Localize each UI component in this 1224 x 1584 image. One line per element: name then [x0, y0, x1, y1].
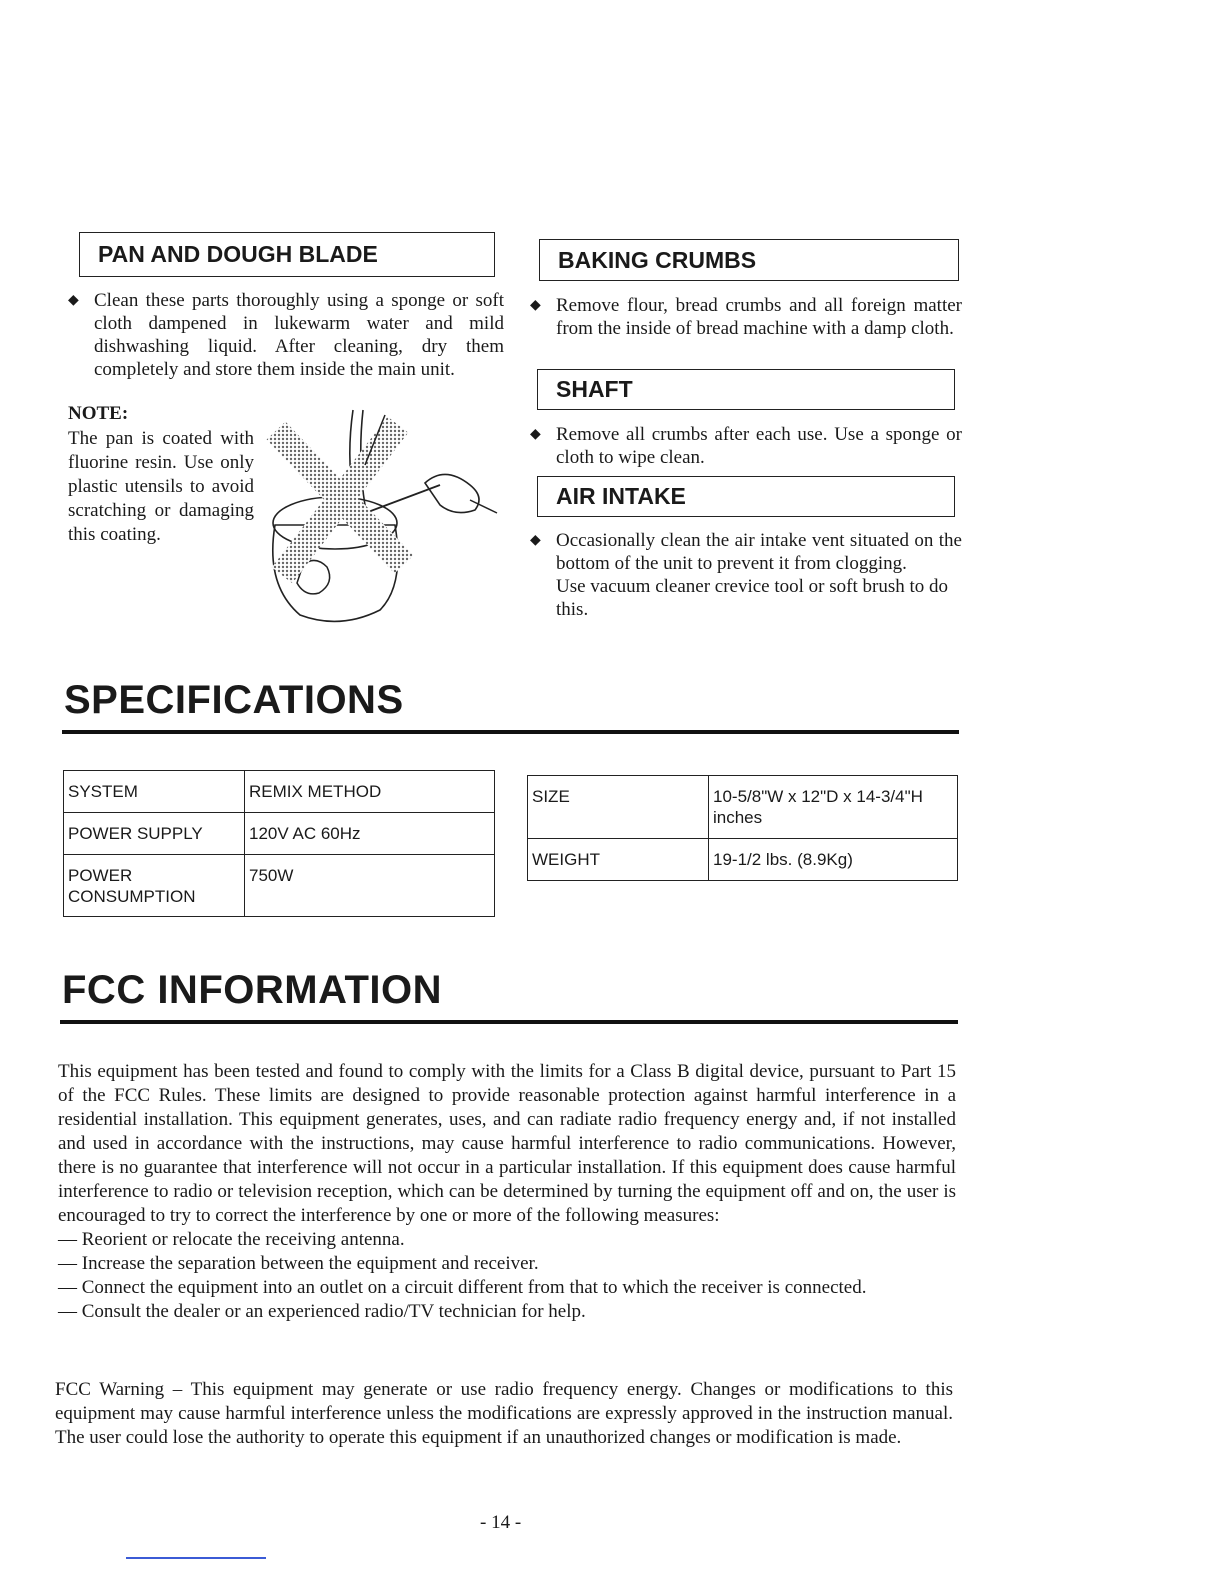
spec-value: REMIX METHOD	[245, 771, 495, 813]
diamond-bullet-icon: ◆	[530, 298, 541, 313]
spec-table-right	[527, 775, 958, 881]
bottom-blue-line	[126, 1557, 266, 1559]
air-intake-title: AIR INTAKE	[556, 483, 686, 509]
pan-dough-blade-title: PAN AND DOUGH BLADE	[98, 241, 378, 267]
diamond-bullet-icon: ◆	[68, 293, 79, 308]
baking-crumbs-bullet	[530, 294, 962, 340]
table-row	[64, 855, 495, 917]
diamond-bullet-icon: ◆	[530, 533, 541, 548]
fcc-measure: — Reorient or relocate the receiving antenna.	[58, 1229, 405, 1250]
fcc-warning: FCC Warning – This equipment may generate or use radio frequency energy. Changes or modifications to this equipment may cause harmful interference unless the modifications are expressly approved in the instruction manual. The user could lose the authority to operate this equipment if an unauthorized changes or modification is made.	[55, 1379, 953, 1448]
spec-table-left	[63, 770, 495, 917]
air-intake-extra: Use vacuum cleaner crevice tool or soft brush to do this.	[556, 576, 949, 620]
table-row	[64, 771, 495, 813]
air-intake-text: Occasionally clean the air intake vent situated on the bottom of the unit to prevent it from clogging.	[556, 530, 962, 574]
spec-label: WEIGHT	[528, 839, 709, 881]
specifications-title: SPECIFICATIONS	[64, 678, 404, 722]
fcc-body	[58, 1060, 956, 1324]
spec-label: SIZE	[528, 776, 709, 839]
spec-value: 120V AC 60Hz	[245, 813, 495, 855]
table-row	[528, 776, 958, 839]
diamond-bullet-icon: ◆	[530, 427, 541, 442]
no-metal-utensil-illustration	[245, 405, 505, 630]
spec-value: 750W	[245, 855, 495, 917]
fcc-rule	[60, 1020, 958, 1024]
shaft-text: Remove all crumbs after each use. Use a sponge or cloth to wipe clean.	[556, 424, 962, 468]
specifications-rule	[62, 730, 959, 734]
fcc-paragraph: This equipment has been tested and found to comply with the limits for a Class B digital device, pursuant to Part 15 of the FCC Rules. These limits are designed to provide reasonable protection against harmful interference in a residential installation. This equipment generates, uses, and can radiate radio frequency energy and, if not installed and used in accordance with the instructions, may cause harmful interference to radio communications. However, there is no guarantee that interference will not occur in a particular installation. If this equipment does cause harmful interference to radio or television reception, which can be determined by turning the equipment off and on, the user is encouraged to try to correct the interference by one or more of the following measures:	[58, 1061, 956, 1226]
pan-dough-blade-bullet	[68, 289, 504, 381]
page-number: - 14 -	[480, 1512, 522, 1533]
spec-label: POWER SUPPLY	[64, 813, 245, 855]
spec-value: 19-1/2 lbs. (8.9Kg)	[709, 839, 958, 881]
pan-dough-blade-heading	[79, 232, 495, 277]
shaft-heading	[537, 369, 955, 410]
fcc-measure: — Consult the dealer or an experienced radio/TV technician for help.	[58, 1301, 586, 1322]
baking-crumbs-title: BAKING CRUMBS	[558, 246, 757, 273]
shaft-bullet	[530, 423, 962, 469]
pan-dough-blade-text: Clean these parts thoroughly using a sponge or soft cloth dampened in lukewarm water and mild dishwashing liquid. After cleaning, dry them completely and store them inside the main unit.	[94, 290, 504, 380]
spec-label: SYSTEM	[64, 771, 245, 813]
baking-crumbs-heading	[539, 239, 959, 281]
table-row	[528, 839, 958, 881]
spec-value: 10-5/8"W x 12"D x 14-3/4"H inches	[709, 776, 958, 839]
air-intake-bullet	[530, 529, 962, 621]
table-row	[64, 813, 495, 855]
spec-label: POWER CONSUMPTION	[64, 855, 245, 917]
air-intake-heading	[537, 476, 955, 517]
note-text: The pan is coated with fluorine resin. Use only plastic utensils to avoid scratching or damaging this coating.	[68, 428, 254, 545]
fcc-title: FCC INFORMATION	[62, 968, 443, 1012]
fcc-measure: — Increase the separation between the equipment and receiver.	[58, 1253, 539, 1274]
note-label: NOTE:	[68, 403, 129, 424]
fcc-measure: — Connect the equipment into an outlet on a circuit different from that to which the receiver is connected.	[58, 1277, 867, 1298]
shaft-title: SHAFT	[556, 376, 633, 402]
baking-crumbs-text: Remove flour, bread crumbs and all foreign matter from the inside of bread machine with a damp cloth.	[556, 295, 962, 339]
